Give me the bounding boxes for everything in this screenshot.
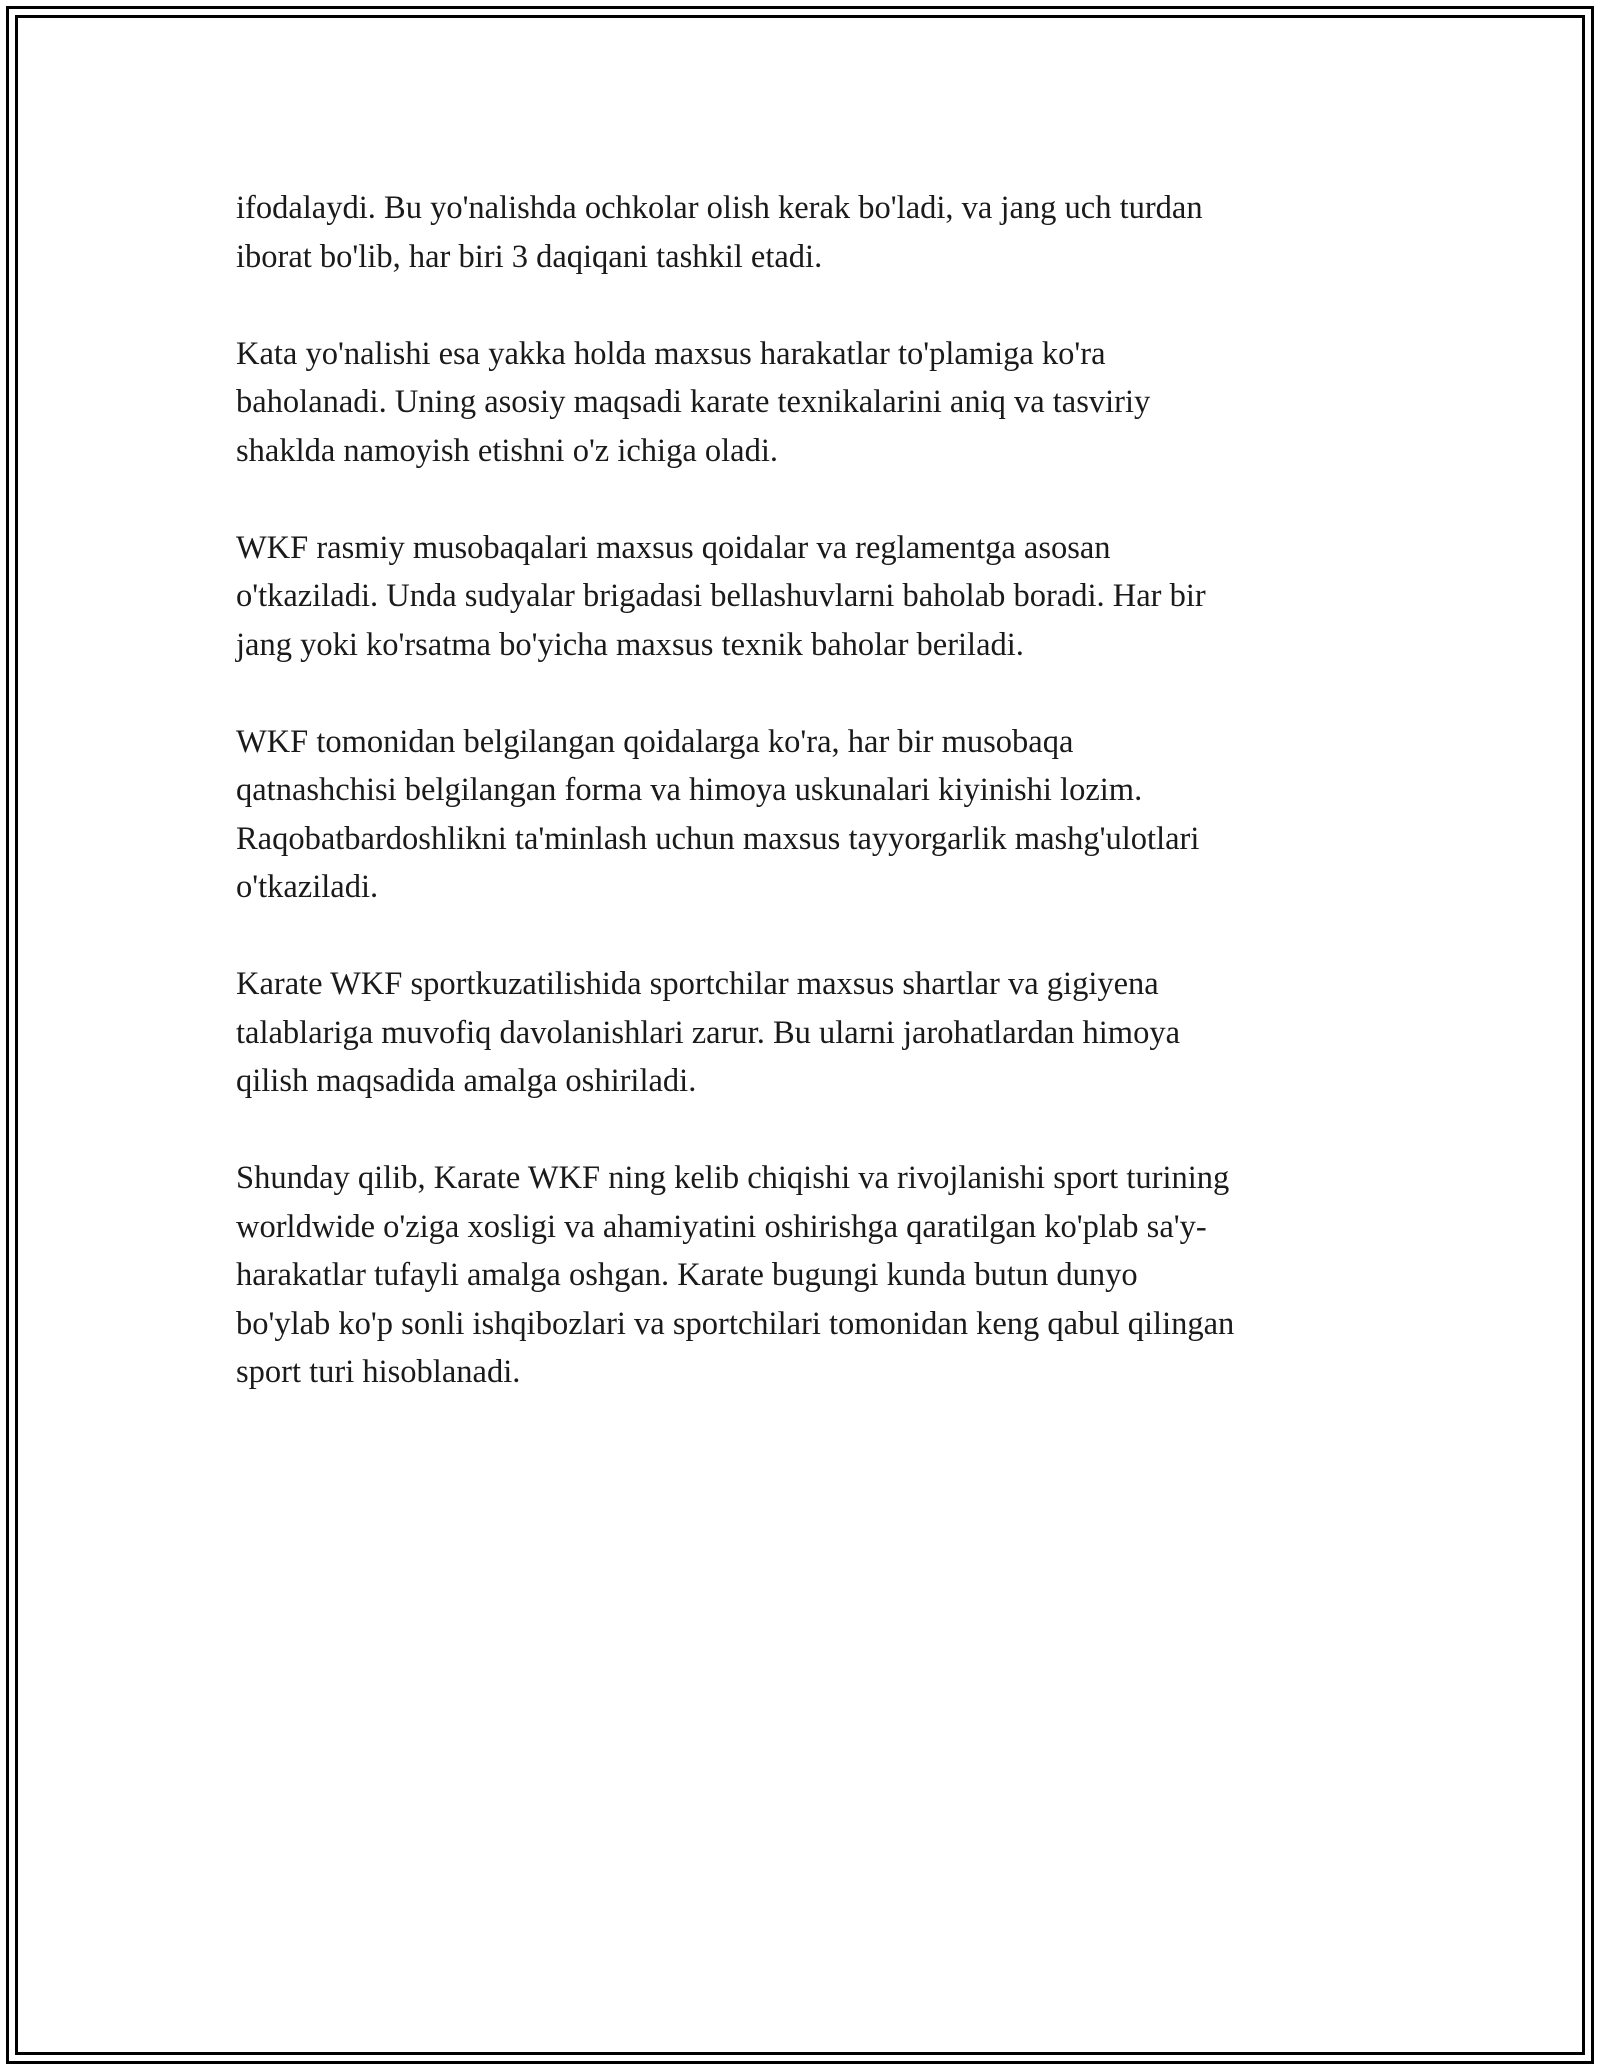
document-body	[236, 184, 1376, 1445]
paragraph-wkf-competitions: WKF rasmiy musobaqalari maxsus qoidalar va reglamentga asosan o'tkaziladi. Unda sudyalar brigadasi bellashuvlarni baholab boradi. Har bir jang yoki ko'rsatma bo'yicha maxsus texnik baholar beriladi.	[236, 529, 1206, 663]
paragraph-conclusion: Shunday qilib, Karate WKF ning kelib chiqishi va rivojlanishi sport turining worldwide o'ziga xosligi va ahamiyatini oshirishga qaratilgan ko'plab sa'y- harakatlar tufayli amalga oshgan. Karate bugungi kunda butun dunyo bo'ylab ko'p sonli ishqibozlari va sportchilari tomonidan keng qabul qilingan sport turi hisoblanadi.	[236, 1160, 1235, 1390]
paragraph-equipment-rules: WKF tomonidan belgilangan qoidalarga ko'ra, har bir musobaqa qatnashchisi belgilangan forma va himoya uskunalari kiyinishi lozim. Raqobatbardoshlikni ta'minlash uchun maxsus tayyorgarlik mashg'ulotlari o'tkaziladi.	[236, 723, 1200, 905]
paragraph-hygiene: Karate WKF sportkuzatilishida sportchilar maxsus shartlar va gigiyena talablariga muvofiq davolanishlari zarur. Bu ularni jarohatlardan himoya qilish maqsadida amalga oshiriladi.	[236, 966, 1180, 1099]
paragraph-kata: Kata yo'nalishi esa yakka holda maxsus harakatlar to'plamiga ko'ra baholanadi. Uning asosiy maqsadi karate texnikalarini aniq va tasviriy shakldа namoyish etishni o'z ichiga oladi.	[236, 335, 1151, 469]
paragraph-kumite-scoring: ifodalaydi. Bu yo'nalishda ochkolar olish kerak bo'ladi, va jang uch turdan iborat bo'lib, har biri 3 daqiqani tashkil etadi.	[236, 190, 1203, 275]
